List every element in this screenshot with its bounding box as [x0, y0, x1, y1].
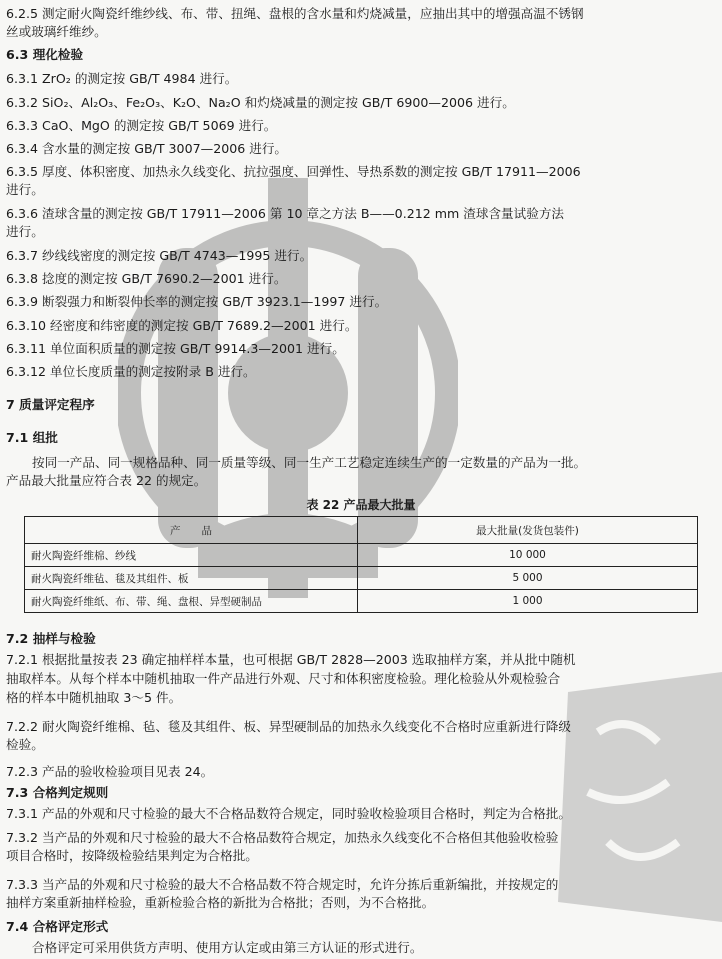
- text-line: 7.2.2 耐火陶瓷纤维棉、毡、毯及其组件、板、异型硬制品的加热永久线变化不合格时应重新进行降级: [6, 719, 571, 734]
- text-line: 6.3.2 SiO₂、Al₂O₃、Fe₂O₃、K₂O、Na₂O 和灼烧减量的测定按 GB/T 6900—2006 进行。: [6, 95, 515, 110]
- text-line: 6.3.5 厚度、体积密度、加热永久线变化、抗拉强度、回弹性、导热系数的测定按 GB/T 17911—2006: [6, 164, 581, 179]
- product-cell: 耐火陶瓷纤维棉、纱线: [25, 544, 358, 567]
- text-line: 检验。: [6, 737, 44, 752]
- section-heading: 7.4 合格评定形式: [6, 919, 109, 934]
- product-cell: 耐火陶瓷纤维纸、布、带、绳、盘根、异型硬制品: [25, 590, 358, 613]
- text-line: 6.3.1 ZrO₂ 的测定按 GB/T 4984 进行。: [6, 71, 238, 86]
- text-line: 合格评定可采用供货方声明、使用方认定或由第三方认证的形式进行。: [32, 940, 423, 955]
- text-line: 6.3.10 经密度和纬密度的测定按 GB/T 7689.2—2001 进行。: [6, 318, 358, 333]
- table-row: [25, 567, 698, 590]
- batch-cell: 10 000: [358, 544, 698, 567]
- text-line: 6.3.3 CaO、MgO 的测定按 GB/T 5069 进行。: [6, 118, 277, 133]
- seal-stamp: [548, 672, 722, 922]
- text-line: 6.3.7 纱线线密度的测定按 GB/T 4743—1995 进行。: [6, 248, 313, 263]
- text-line: 7.3.1 产品的外观和尺寸检验的最大不合格品数符合规定，同时验收检验项目合格时，判定为合格批。: [6, 806, 571, 821]
- text-line: 格的样本中随机抽取 3～5 件。: [6, 690, 182, 705]
- text-line: 丝或玻璃纤维纱。: [6, 24, 107, 39]
- text-line: 抽样方案重新抽样检验，重新检验合格的新批为合格批；否则，为不合格批。: [6, 895, 435, 910]
- text-line: 6.3.9 断裂强力和断裂伸长率的测定按 GB/T 3923.1—1997 进行。: [6, 294, 388, 309]
- text-line: 7.3.2 当产品的外观和尺寸检验的最大不合格品数符合规定，加热永久线变化不合格但其他验收检验: [6, 830, 559, 845]
- table-caption: 表 22 产品最大批量: [306, 498, 416, 512]
- text-line: 产品最大批量应符合表 22 的规定。: [6, 473, 207, 488]
- text-line: 项目合格时，按降级检验结果判定为合格批。: [6, 848, 258, 863]
- section-heading: 7 质量评定程序: [6, 397, 95, 412]
- text-line: 6.3.4 含水量的测定按 GB/T 3007—2006 进行。: [6, 141, 288, 156]
- text-line: 6.2.5 测定耐火陶瓷纤维纱线、布、带、扭绳、盘根的含水量和灼烧减量，应抽出其中的增强高温不锈钢: [6, 6, 584, 21]
- section-heading: 7.1 组批: [6, 430, 58, 445]
- text-line: 按同一产品、同一规格品种、同一质量等级、同一生产工艺稳定连续生产的一定数量的产品为一批。: [32, 455, 587, 470]
- text-line: 6.3.8 捻度的测定按 GB/T 7690.2—2001 进行。: [6, 271, 287, 286]
- section-heading: 7.3 合格判定规则: [6, 785, 109, 800]
- table-row: [25, 590, 698, 613]
- header-product: 产 品: [25, 517, 358, 544]
- header-max-batch: 最大批量(发货包装件): [358, 517, 698, 544]
- batch-cell: 1 000: [358, 590, 698, 613]
- text-line: 7.2.1 根据批量按表 23 确定抽样样本量，也可根据 GB/T 2828—2003 选取抽样方案，并从批中随机: [6, 652, 576, 667]
- text-line: 进行。: [6, 182, 44, 197]
- table-row: [25, 544, 698, 567]
- text-line: 6.3.6 渣球含量的测定按 GB/T 17911—2006 第 10 章之方法 B——0.212 mm 渣球含量试验方法: [6, 206, 565, 221]
- text-line: 6.3.12 单位长度质量的测定按附录 B 进行。: [6, 364, 256, 379]
- text-line: 进行。: [6, 224, 44, 239]
- text-line: 抽取样本。从每个样本中随机抽取一件产品进行外观、尺寸和体积密度检验。理化检验从外观检验合: [6, 671, 561, 686]
- section-heading: 7.2 抽样与检验: [6, 631, 96, 646]
- text-line: 7.3.3 当产品的外观和尺寸检验的最大不合格品数不符合规定时，允许分拣后重新编批，并按规定的: [6, 877, 559, 892]
- max-batch-table: [24, 516, 698, 613]
- text-line: 7.2.3 产品的验收检验项目见表 24。: [6, 764, 214, 779]
- text-line: 6.3.11 单位面积质量的测定按 GB/T 9914.3—2001 进行。: [6, 341, 345, 356]
- table-header-row: [25, 517, 698, 544]
- batch-cell: 5 000: [358, 567, 698, 590]
- section-heading: 6.3 理化检验: [6, 47, 84, 62]
- product-cell: 耐火陶瓷纤维毡、毯及其组件、板: [25, 567, 358, 590]
